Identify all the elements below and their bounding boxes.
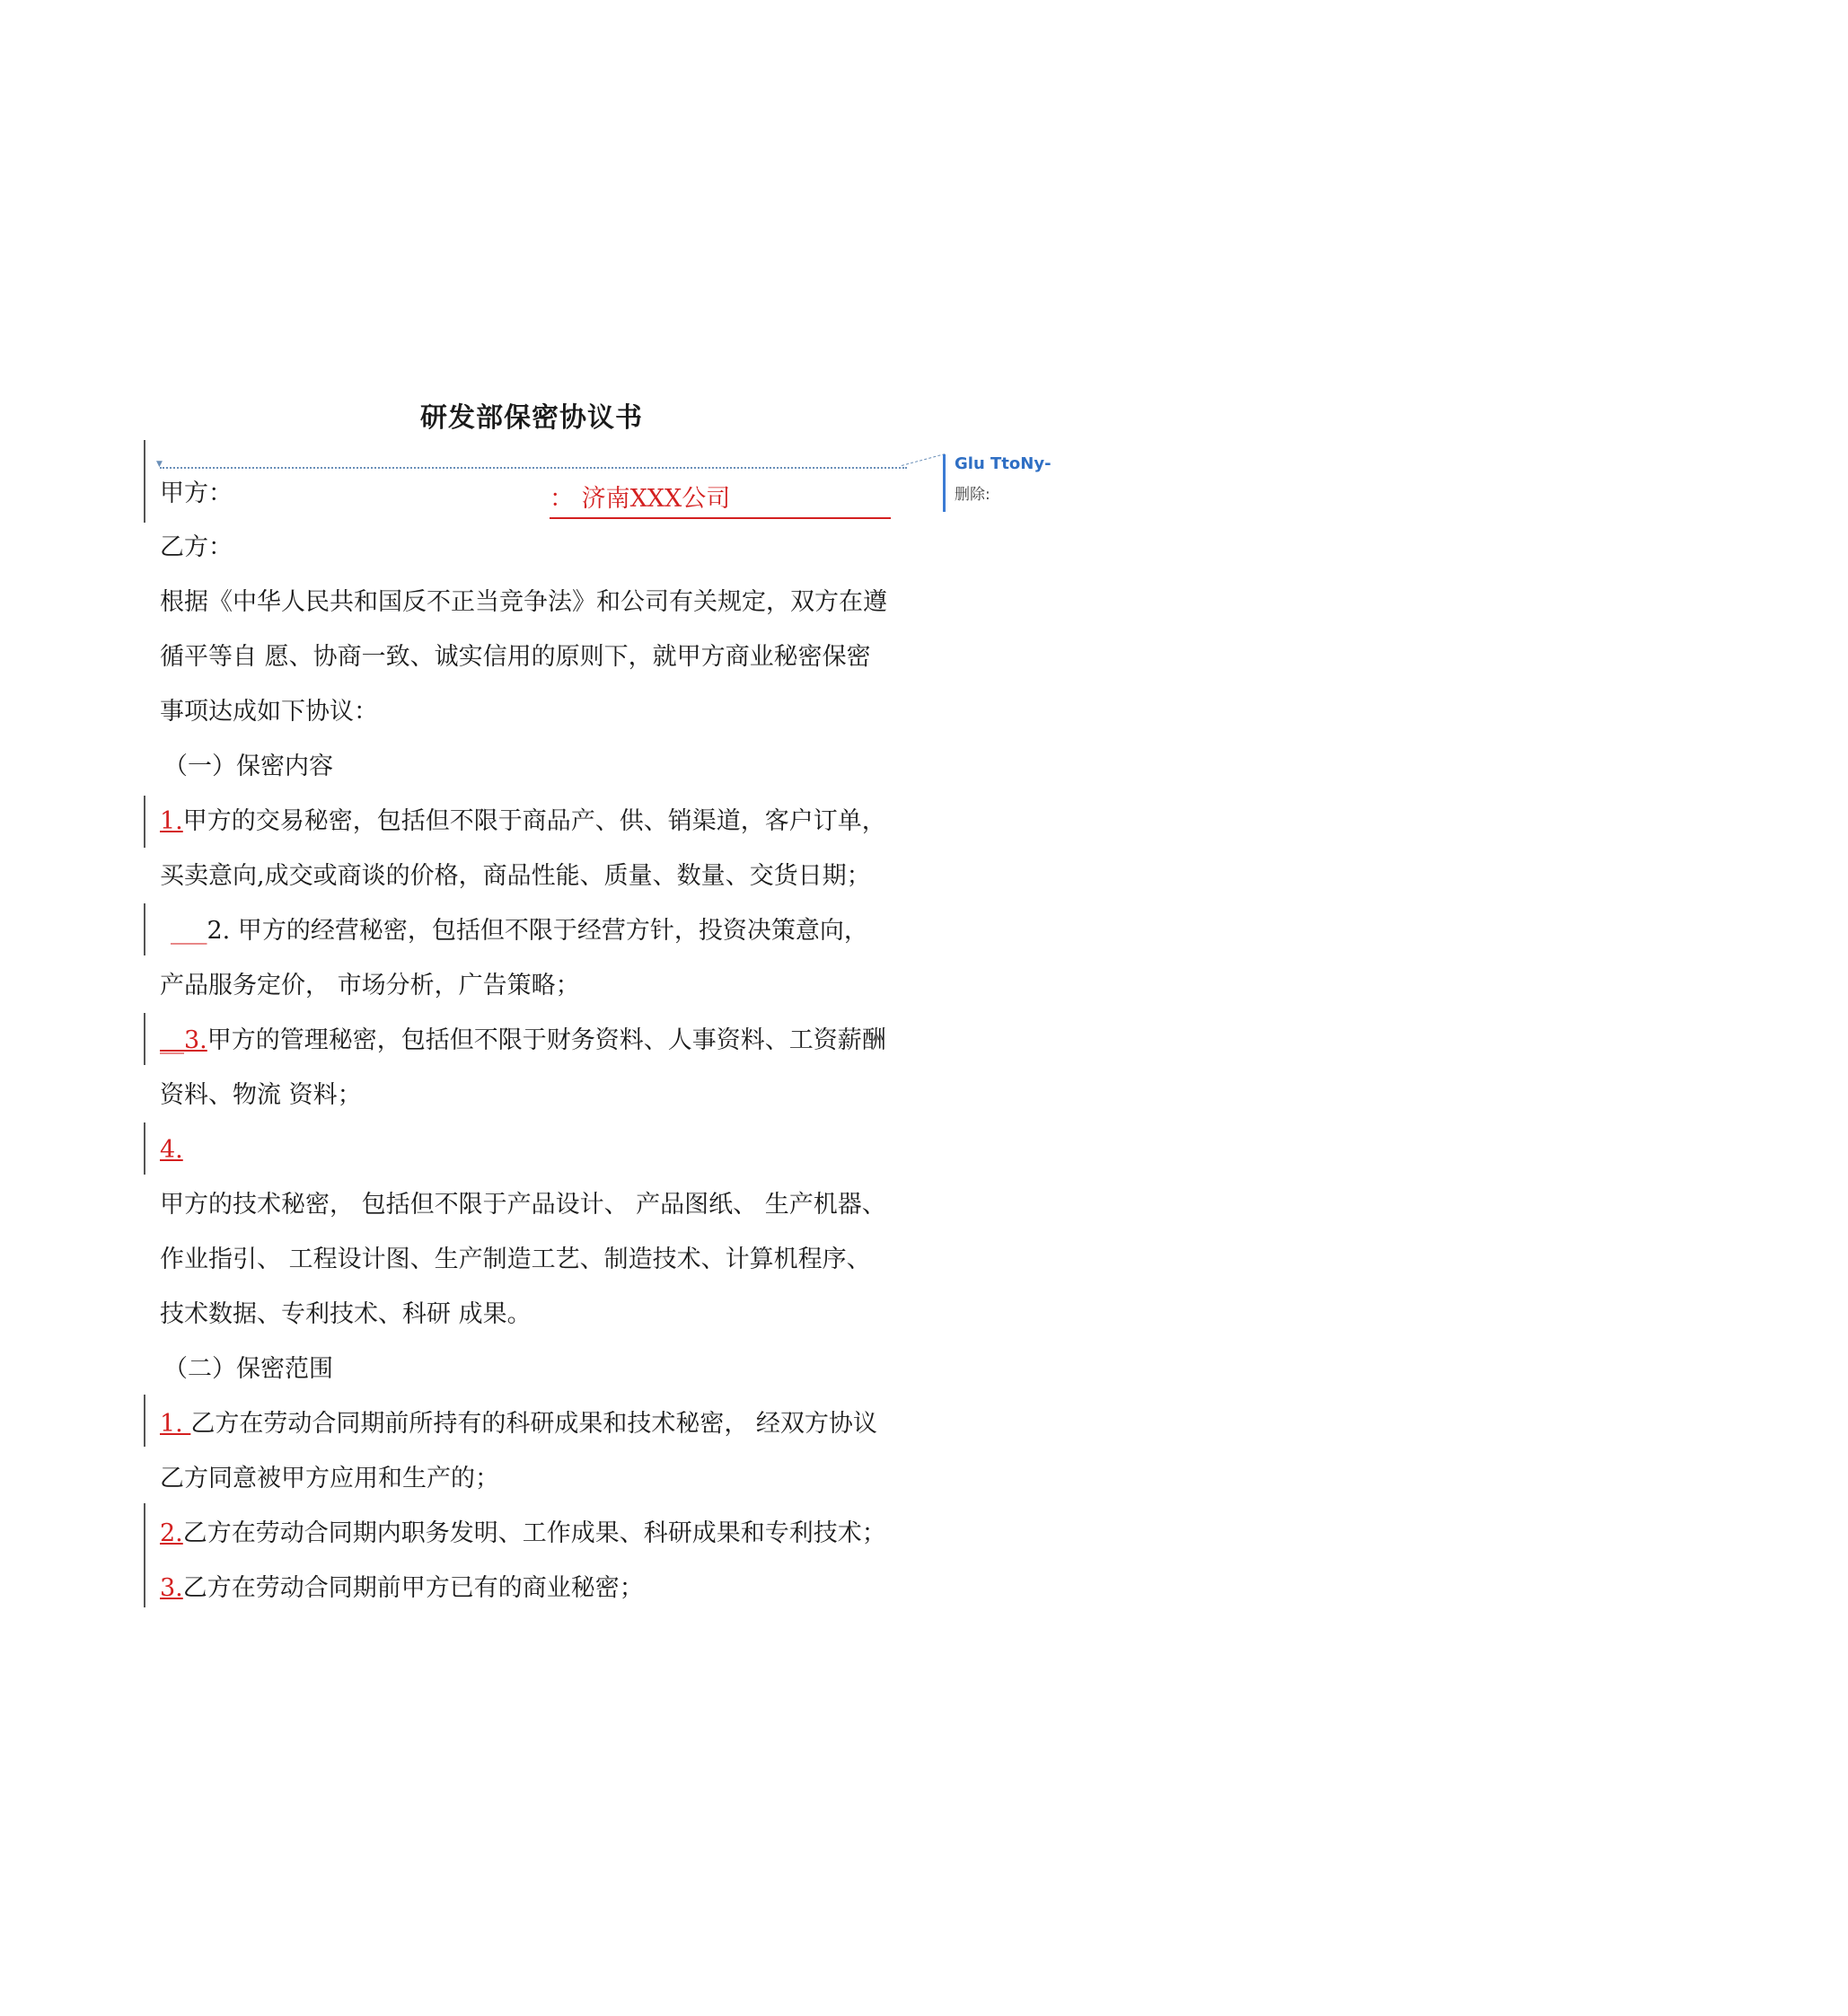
list-item: [160, 1406, 877, 1442]
comment-action[interactable]: 删除:: [955, 486, 990, 504]
section-heading: （一）保密内容: [163, 753, 333, 780]
list-item-continued: 买卖意向,成交或商谈的价格，商品性能、质量、数量、交货日期；: [160, 862, 871, 890]
list-item: [160, 1132, 183, 1168]
item-text: 2. 甲方的经营秘密，包括但不限于经营方针，投资决策意向，: [207, 917, 868, 945]
comment-connector: [902, 453, 946, 466]
change-bar: [144, 1122, 145, 1175]
item-number: 4.: [160, 1136, 183, 1164]
change-bar: [144, 440, 145, 523]
party-b-label: 乙方：: [160, 533, 233, 561]
deletion-dotted-line: [160, 467, 907, 469]
item-number: 3.: [160, 1574, 183, 1602]
list-item: [160, 1516, 886, 1552]
item-text: 乙方在劳动合同期前甲方已有的商业秘密；: [182, 1574, 644, 1602]
item-number: 1.: [160, 1410, 191, 1438]
intro-line: 根据《中华人民共和国反不正当竞争法》和公司有关规定，双方在遵: [160, 588, 887, 616]
list-item-continued: 技术数据、专利技术、科研 成果。: [160, 1300, 532, 1328]
item-text: 乙方在劳动合同期前所持有的科研成果和技术秘密， 经双方协议: [190, 1410, 877, 1438]
item-text: 乙方在劳动合同期内职务发明、工作成果、科研成果和专利技术；: [182, 1519, 886, 1547]
item-number: 2.: [160, 1519, 183, 1547]
list-item-continued: 产品服务定价， 市场分析，广告策略；: [160, 972, 580, 999]
change-bar: [144, 1503, 145, 1607]
item-prefix: ___: [171, 917, 207, 945]
list-item: [160, 804, 886, 840]
intro-line: 事项达成如下协议：: [160, 698, 378, 726]
section-heading: （二）保密范围: [163, 1355, 333, 1383]
intro-line: 循平等自 愿、协商一致、诚实信用的原则下，就甲方商业秘密保密: [160, 643, 871, 671]
item-number: 1.: [160, 807, 183, 835]
item-number: __3.: [160, 1026, 207, 1054]
item-text: 甲方的交易秘密，包括但不限于商品产、供、销渠道，客户订单，: [182, 807, 886, 835]
party-a-company: ： 济南XXX公司: [550, 481, 891, 519]
list-item: [160, 1571, 644, 1607]
list-item-continued: 资料、物流 资料；: [160, 1081, 362, 1109]
list-item-continued: 乙方同意被甲方应用和生产的；: [160, 1465, 499, 1492]
list-item-continued: 甲方的技术秘密， 包括但不限于产品设计、 产品图纸、 生产机器、: [160, 1191, 886, 1219]
comment-author[interactable]: Glu TtoNy-: [955, 454, 1052, 473]
change-bar: [144, 1395, 145, 1447]
list-item-continued: 作业指引、 工程设计图、生产制造工艺、制造技术、计算机程序、: [160, 1246, 871, 1273]
list-item: [160, 913, 868, 949]
change-bar: [144, 903, 145, 955]
comment-bar: [943, 454, 946, 512]
document-title: 研发部保密协议书: [420, 402, 643, 434]
deletion-anchor-icon: ▼: [156, 460, 163, 469]
list-item: [160, 1023, 886, 1059]
change-bar: [144, 1013, 145, 1065]
item-text: 甲方的管理秘密，包括但不限于财务资料、人事资料、工资薪酬: [207, 1026, 886, 1054]
party-a-label: 甲方：: [160, 480, 233, 507]
change-bar: [144, 796, 145, 848]
